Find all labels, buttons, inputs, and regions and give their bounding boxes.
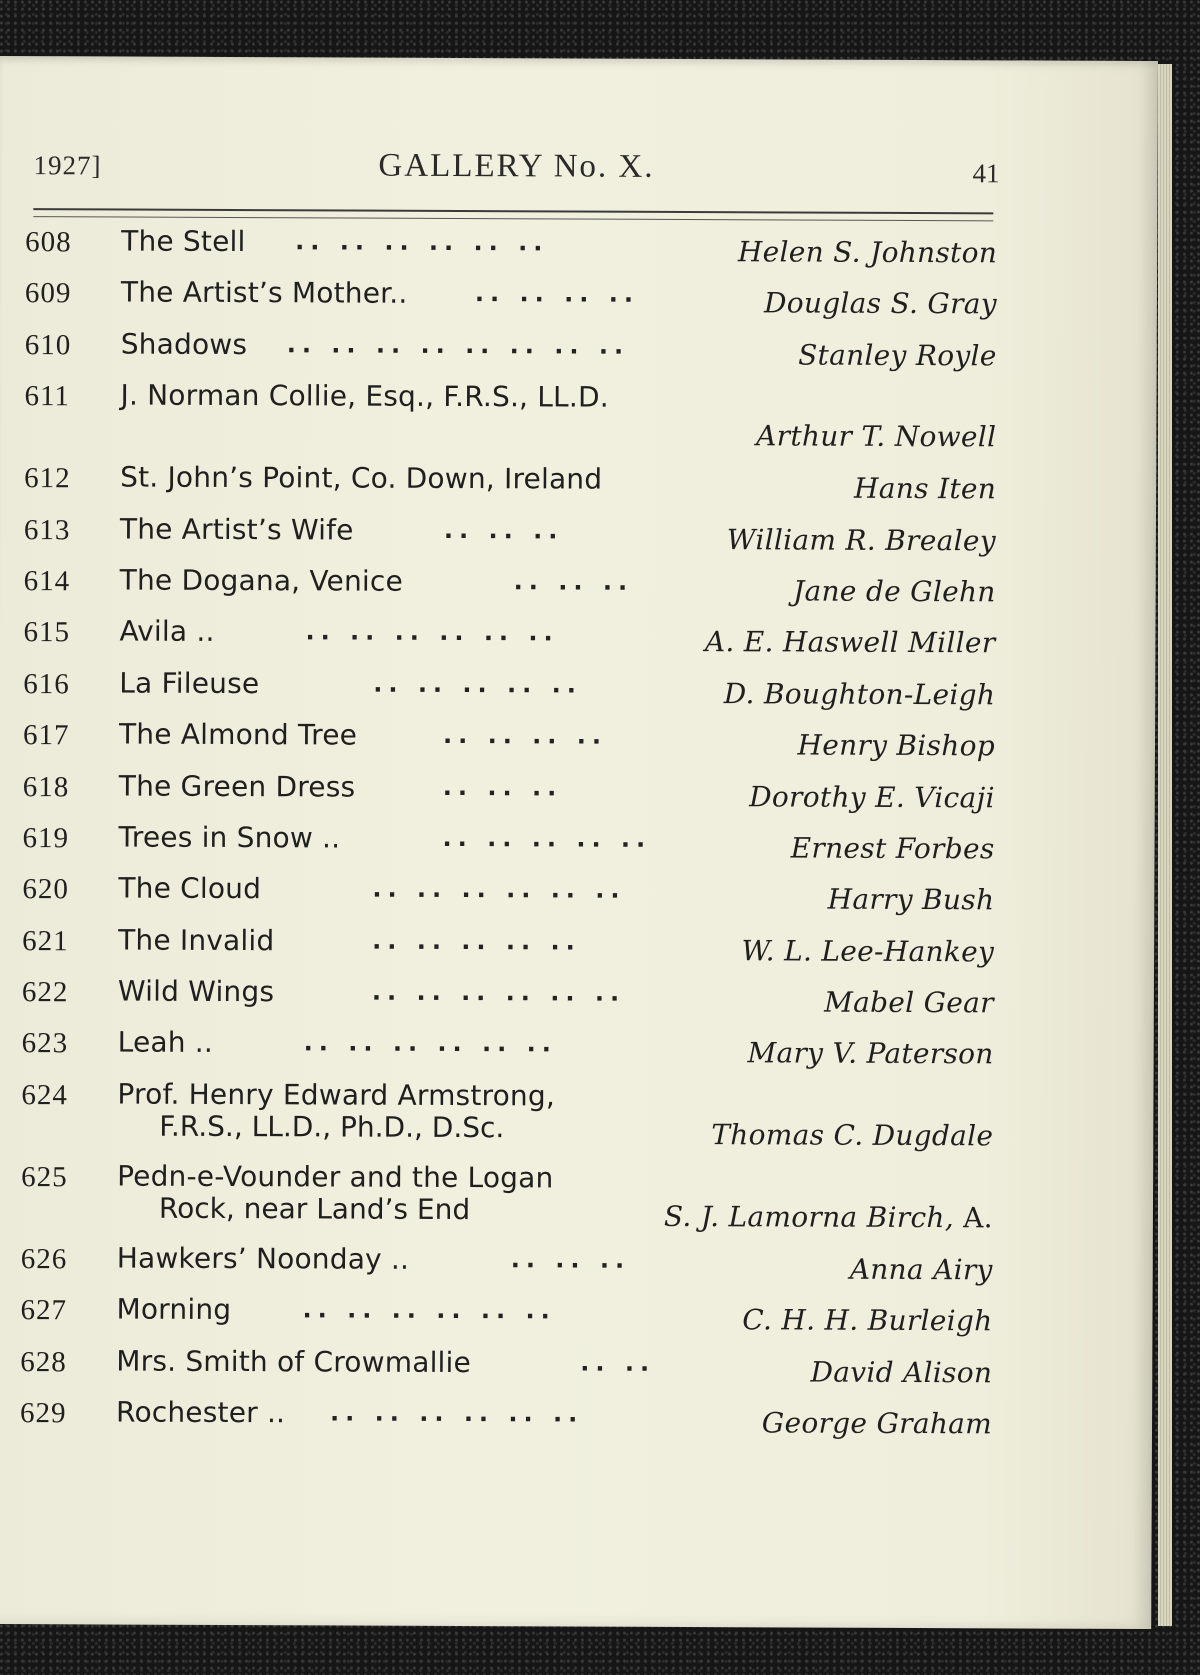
entry-title-continued: F.R.S., LL.D., Ph.D., D.Sc.: [159, 1109, 505, 1145]
dot-leader: .. .. ..: [442, 772, 563, 801]
dot-leader: .. ..: [580, 1348, 656, 1377]
entry-number: 628: [20, 1345, 67, 1378]
entry-title: The Stell: [121, 224, 246, 259]
entry-title: Morning: [116, 1292, 232, 1327]
entry-title: Pedn-e-Vounder and the Logan: [117, 1159, 554, 1195]
catalogue-entry: [24, 557, 996, 613]
entry-title: St. John’s Point, Co. Down, Ireland: [120, 460, 603, 496]
entry-number: 626: [20, 1242, 68, 1276]
catalogue-entry: [20, 1286, 992, 1342]
entry-artist-name: S. J. Lamorna Birch,: [663, 1199, 955, 1235]
entry-number: 613: [23, 513, 71, 546]
dot-leader: .. .. ..: [510, 1245, 631, 1274]
entry-number: 611: [24, 380, 71, 413]
entry-artist: W. L. Lee-Hankey: [741, 933, 995, 969]
entry-number: 614: [23, 565, 71, 598]
catalogue-entry: [24, 454, 996, 510]
entry-artist: Jane de Glehn: [792, 574, 996, 609]
dot-leader: .. .. .. .. .. ..: [305, 617, 559, 647]
entry-number: 624: [21, 1078, 69, 1112]
catalogue-entry: [22, 917, 994, 973]
entry-number: 620: [22, 873, 69, 906]
catalogue-entry: [22, 968, 994, 1024]
catalogue-entry: [21, 1071, 993, 1157]
entry-artist: Douglas S. Gray: [763, 286, 997, 321]
entry-title: The Artist’s Mother..: [120, 275, 408, 311]
page-header: [33, 147, 1000, 210]
entry-title: The Almond Tree: [118, 717, 358, 752]
dot-leader: .. .. .. ..: [474, 279, 640, 309]
catalogue-entry: [24, 372, 996, 458]
entry-artist: Mabel Gear: [824, 985, 994, 1020]
entry-artist: William R. Brealey: [726, 522, 996, 557]
entry-title: Mrs. Smith of Crowmallie: [116, 1344, 472, 1379]
entry-number: 617: [22, 719, 70, 752]
entry-artist: Mary V. Paterson: [747, 1036, 994, 1071]
page-number: 41: [972, 158, 1000, 189]
entry-artist: Ernest Forbes: [790, 831, 995, 866]
entry-artist: Thomas C. Dugdale: [711, 1117, 994, 1153]
dot-leader: .. .. .. ..: [442, 721, 608, 750]
entry-artist: [664, 1200, 993, 1234]
entry-number: 610: [24, 328, 72, 362]
entry-title: Shadows: [120, 327, 248, 361]
entry-number: 629: [20, 1397, 67, 1430]
catalogue-entry: [21, 1153, 993, 1239]
dot-leader: .. .. .. .. .. ..: [371, 977, 626, 1007]
entry-number: 623: [21, 1027, 69, 1060]
entry-title: Avila ..: [119, 614, 215, 649]
entry-title: Leah ..: [117, 1025, 214, 1060]
dot-leader: .. .. .. .. .. ..: [295, 227, 549, 257]
catalogue-entry: [23, 711, 995, 767]
entry-title: The Dogana, Venice: [119, 563, 404, 598]
entry-number: 619: [22, 822, 70, 855]
entry-artist: Anna Airy: [849, 1252, 993, 1287]
entry-number: 616: [23, 667, 70, 701]
entry-title-continued: Rock, near Land’s End: [158, 1191, 471, 1226]
entry-number: 615: [23, 616, 71, 649]
entry-title: Hawkers’ Noonday ..: [116, 1241, 410, 1276]
catalogue-entry: [22, 865, 994, 921]
entry-number: 612: [24, 462, 71, 495]
entry-number: 609: [24, 277, 72, 310]
catalogue-entry: [25, 321, 997, 377]
dot-leader: .. .. .. .. ..: [442, 823, 652, 853]
entry-title: Prof. Henry Edward Armstrong,: [117, 1077, 556, 1113]
entry-number: 627: [20, 1294, 68, 1327]
entry-artist: Hans Iten: [854, 471, 997, 506]
dot-leader: .. .. .. .. .. ..: [303, 1028, 557, 1058]
dot-leader: .. .. .. .. ..: [373, 669, 582, 699]
entry-artist: A. E. Haswell Miller: [704, 625, 996, 660]
entry-title: La Fileuse: [119, 666, 260, 700]
entry-artist: Dorothy E. Vicaji: [749, 779, 995, 814]
dot-leader: .. .. .. .. .. .. .. ..: [286, 330, 630, 360]
entry-artist: Stanley Royle: [798, 338, 997, 373]
dot-leader: .. .. .. .. ..: [372, 926, 581, 956]
catalogue-entry: [24, 506, 996, 562]
dot-leader: .. .. ..: [443, 515, 564, 545]
catalogue-entry: [20, 1389, 992, 1445]
catalogue-entry: [21, 1235, 993, 1291]
entry-artist: Henry Bishop: [797, 728, 996, 763]
entry-title: Rochester ..: [116, 1395, 286, 1430]
catalogue-entry: [25, 270, 997, 326]
entry-artist: Arthur T. Nowell: [756, 419, 997, 454]
dot-leader: .. .. ..: [513, 567, 634, 596]
catalogue-page: [0, 56, 1158, 1629]
catalogue-entry: [20, 1338, 992, 1394]
dot-leader: .. .. .. .. .. ..: [302, 1295, 556, 1325]
entry-artist: Harry Bush: [827, 882, 995, 917]
entry-number: 618: [22, 770, 70, 803]
entry-title: Wild Wings: [117, 974, 275, 1009]
entry-title: The Artist’s Wife: [119, 512, 354, 547]
page-edge: [1158, 64, 1172, 1626]
catalogue-entry: [23, 608, 995, 664]
entry-title: Trees in Snow ..: [118, 820, 341, 855]
entry-title: The Cloud: [118, 871, 262, 906]
entry-number: 608: [25, 226, 72, 259]
catalogue-entry: [23, 763, 995, 819]
header-year: 1927]: [33, 150, 102, 181]
entry-artist: C. H. H. Burleigh: [742, 1303, 993, 1338]
entry-title: J. Norman Collie, Esq., F.R.S., LL.D.: [120, 378, 609, 414]
page-title: GALLERY No. X.: [378, 147, 655, 185]
entry-artist: D. Boughton-Leigh: [723, 676, 996, 712]
entry-artist: David Alison: [810, 1355, 993, 1389]
entry-artist: Helen S. Johnston: [737, 235, 998, 270]
catalogue-entry: [23, 660, 995, 716]
associate-suffix: A.: [963, 1201, 994, 1235]
dot-leader: .. .. .. .. .. ..: [330, 1398, 584, 1428]
entry-number: 621: [22, 924, 69, 957]
entry-artist: George Graham: [761, 1406, 993, 1441]
entry-title: The Invalid: [118, 923, 275, 957]
entry-number: 622: [21, 976, 69, 1009]
entry-title: The Green Dress: [118, 769, 356, 804]
catalogue-entry: [25, 218, 997, 274]
dot-leader: .. .. .. .. .. ..: [372, 874, 626, 905]
catalogue-list: [20, 218, 997, 1445]
catalogue-entry: [22, 814, 994, 870]
catalogue-entry: [22, 1020, 994, 1076]
entry-number: 625: [21, 1160, 68, 1194]
